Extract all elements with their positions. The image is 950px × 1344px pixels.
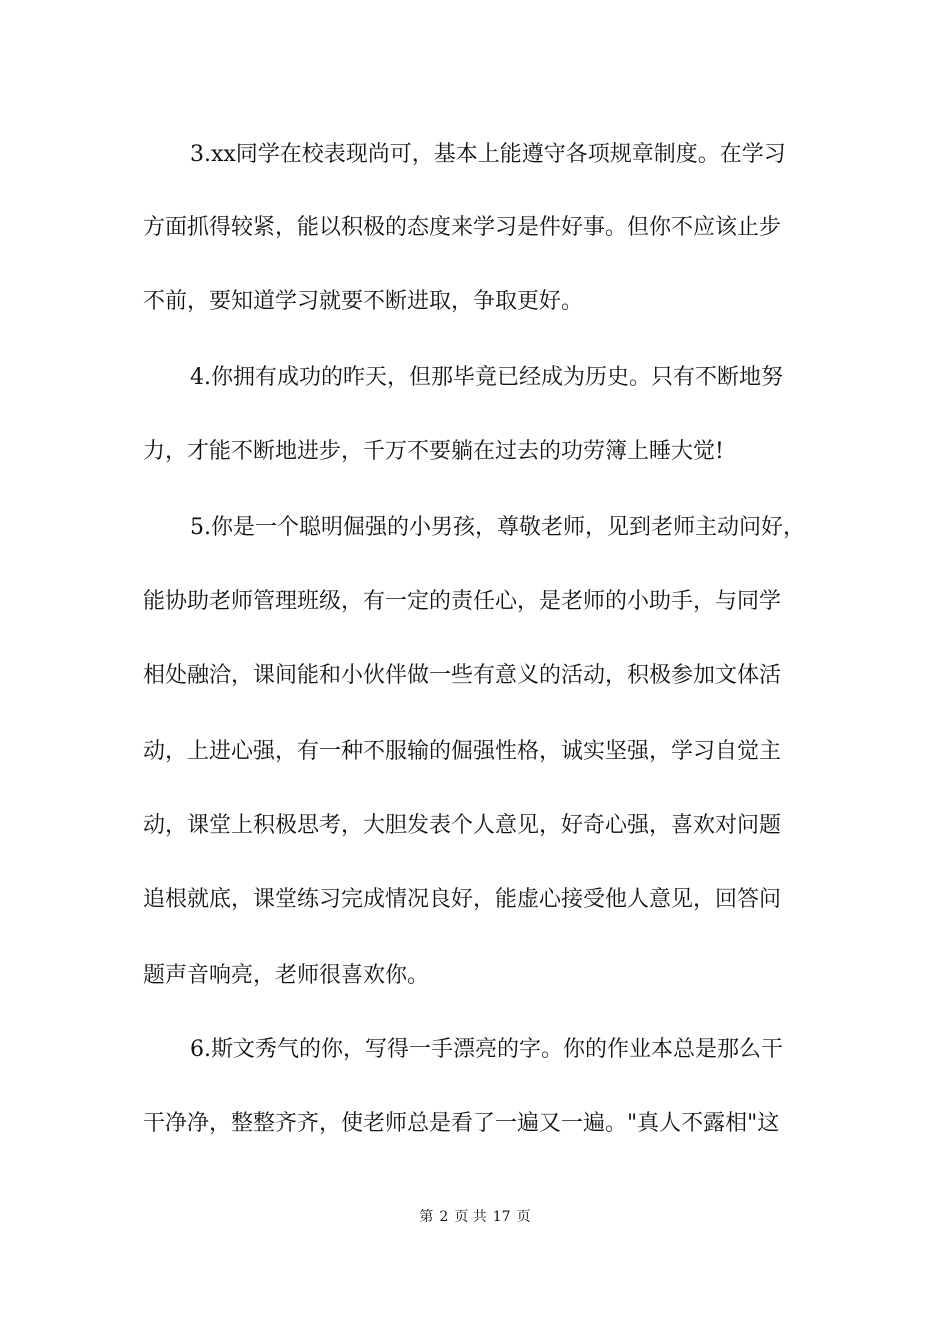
text-line: 方面抓得较紧，能以积极的态度来学习是件好事。但你不应该止步 [143,215,782,240]
text-line: 4.你拥有成功的昨天，但那毕竟已经成为历史。只有不断地努 [190,365,783,390]
footer-suffix: 页 [516,1209,531,1225]
footer-middle: 页 共 [454,1209,487,1225]
text-line: 3.xx同学在校表现尚可，基本上能遵守各项规章制度。在学习 [190,142,786,167]
footer-current-page: 2 [439,1209,449,1225]
text-line: 动，课堂上积极思考，大胆发表个人意见，好奇心强，喜欢对问题 [143,813,782,838]
text-line: 6.斯文秀气的你，写得一手漂亮的字。你的作业本总是那么干 [190,1037,783,1062]
page-footer [0,1208,950,1226]
text-line: 题声音响亮，老师很喜欢你。 [143,963,430,988]
text-line: 干净净，整整齐齐，使老师总是看了一遍又一遍。"真人不露相"这 [143,1111,780,1136]
text-line: 追根就底，课堂练习完成情况良好，能虚心接受他人意见，回答问 [143,887,782,912]
text-line: 力，才能不断地进步，千万不要躺在过去的功劳簿上睡大觉! [143,439,724,464]
footer-total-pages: 17 [492,1209,511,1225]
text-line: 不前，要知道学习就要不断进取，争取更好。 [143,289,584,314]
text-line: 相处融洽，课间能和小伙伴做一些有意义的活动，积极参加文体活 [143,663,782,688]
text-line: 动，上进心强，有一种不服输的倔强性格，诚实坚强，学习自觉主 [143,739,782,764]
text-line: 5.你是一个聪明倔强的小男孩，尊敬老师，见到老师主动问好， [190,515,805,540]
text-line: 能协助老师管理班级，有一定的责任心，是老师的小助手，与同学 [143,589,782,614]
footer-prefix: 第 [419,1209,434,1225]
